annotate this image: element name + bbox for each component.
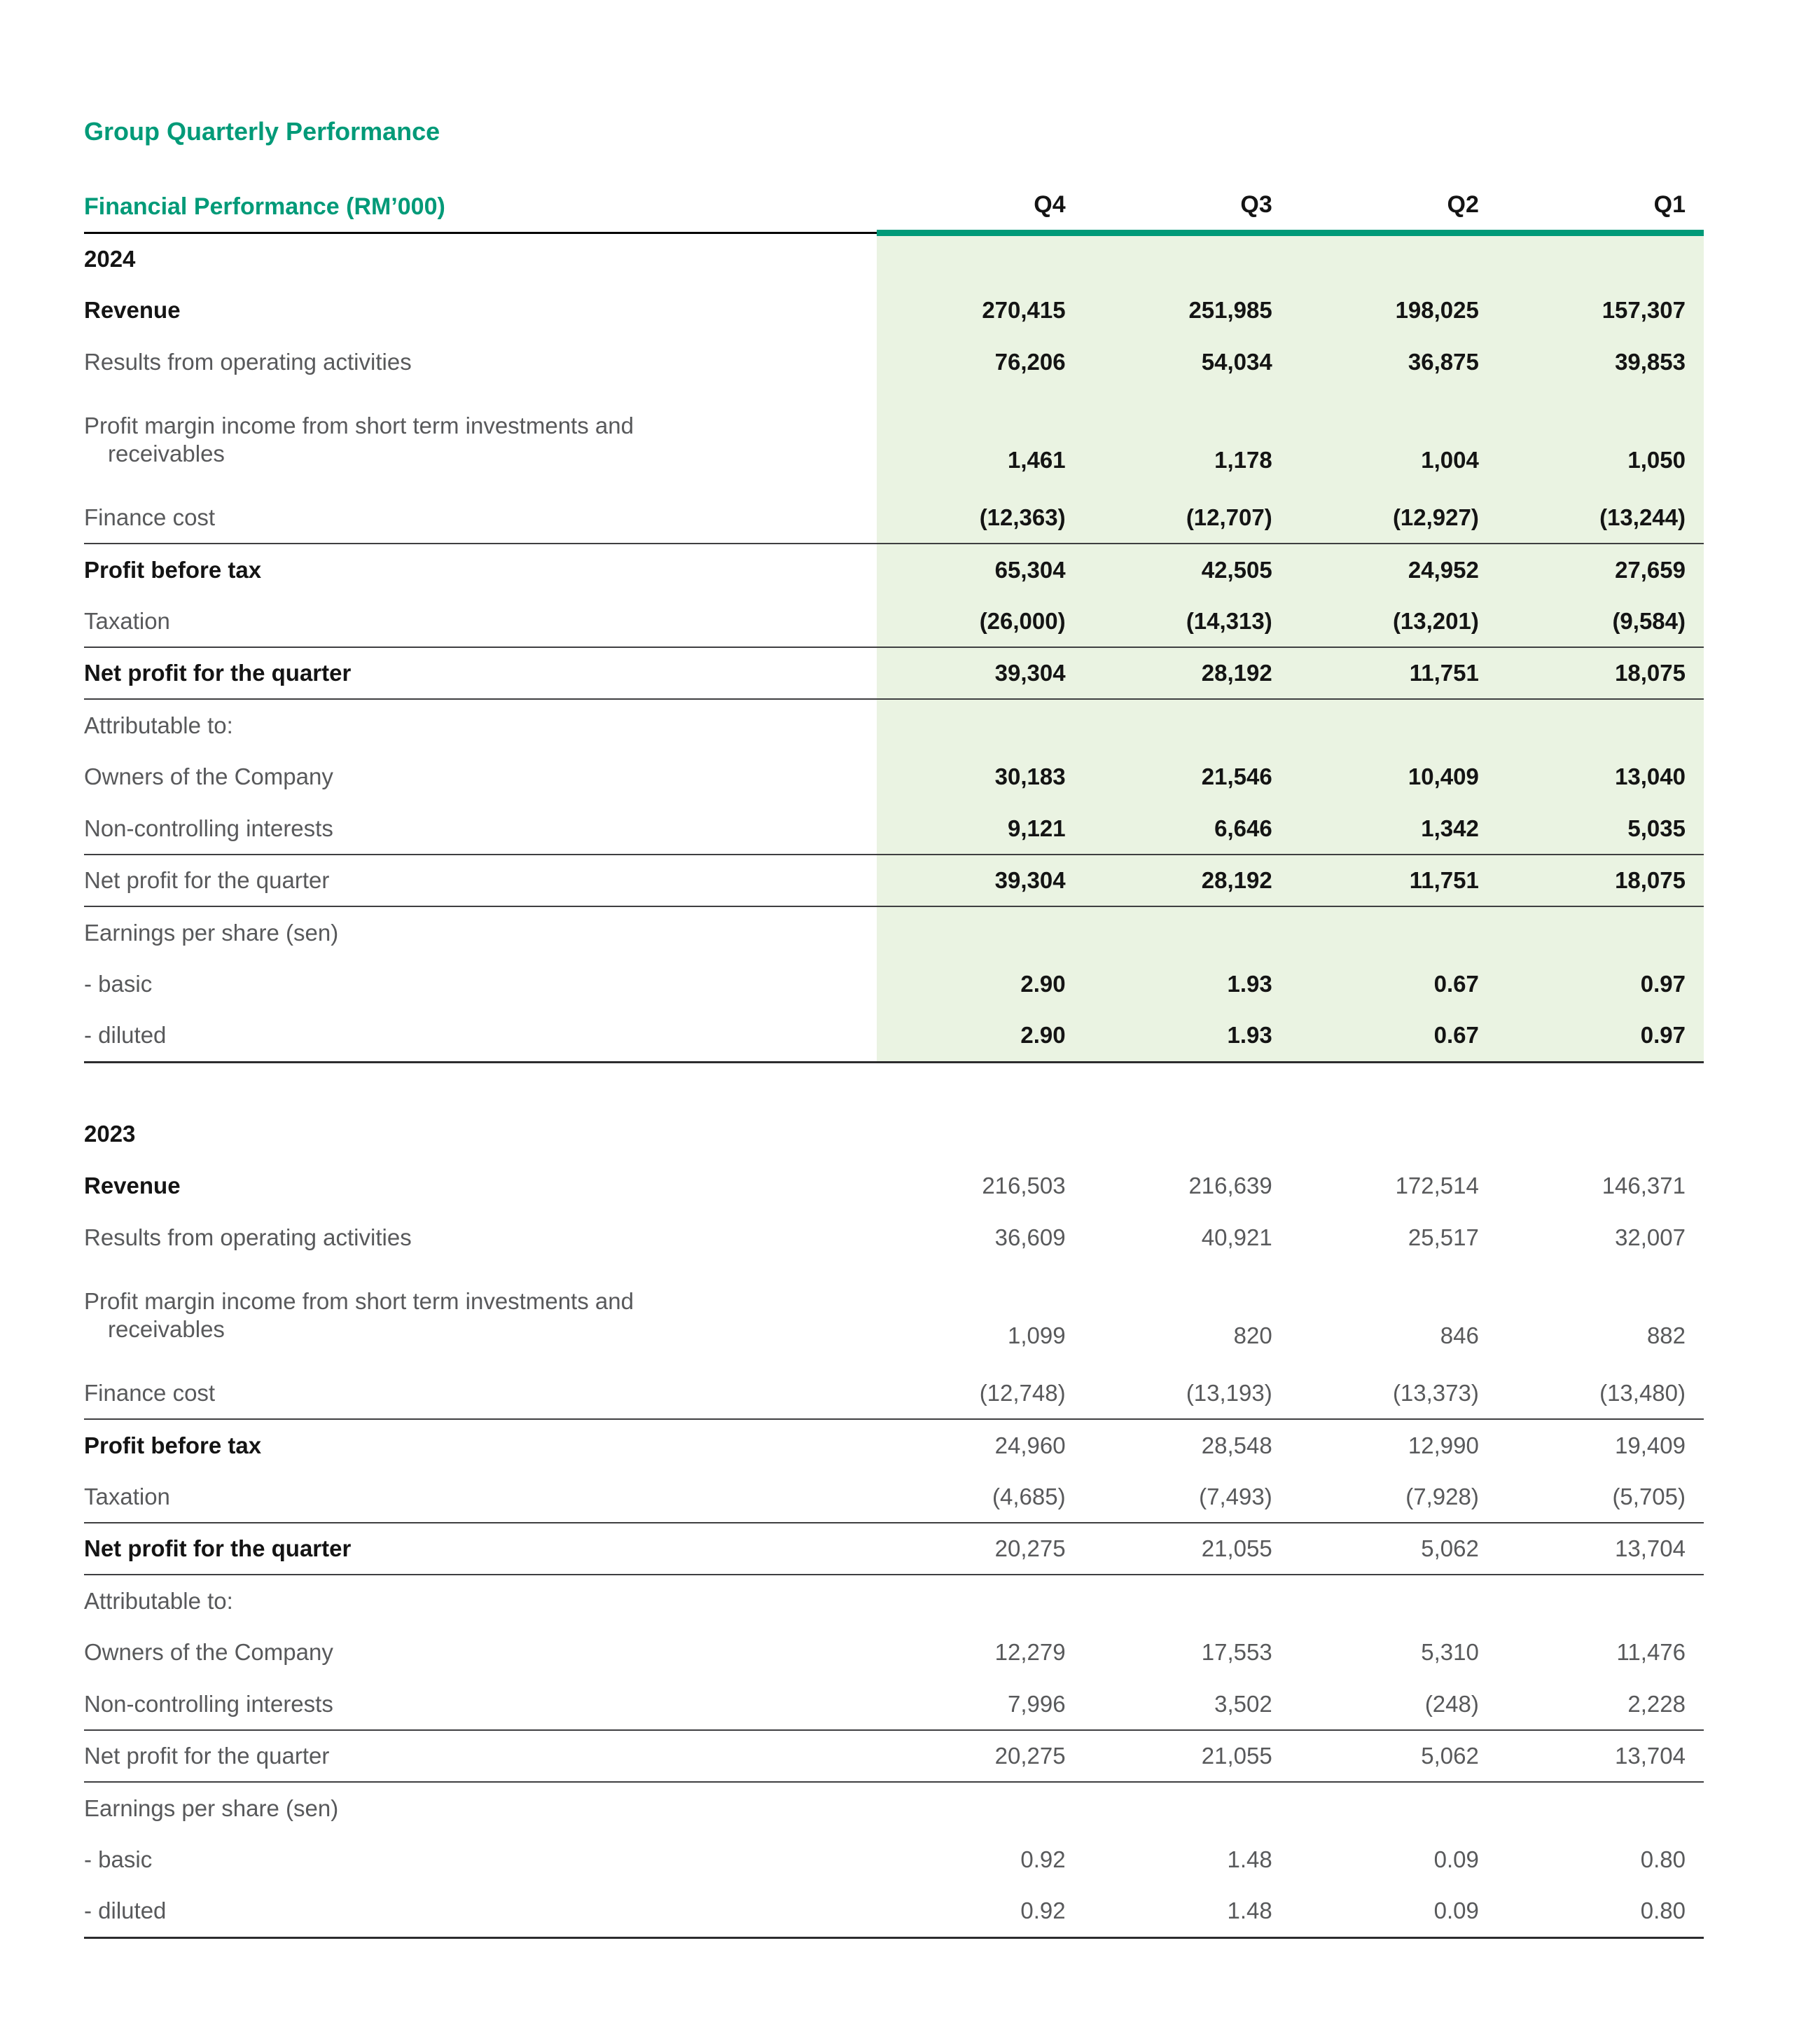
- value-q4: 270,415: [877, 284, 1083, 336]
- value-q2: 172,514: [1395, 1173, 1479, 1198]
- value-q3: 216,639: [1188, 1173, 1272, 1198]
- value-q2: 0.09: [1433, 1846, 1479, 1872]
- table-row: [84, 1264, 1704, 1367]
- value-q4: (12,363): [877, 492, 1083, 544]
- value-q3: 1.48: [1084, 1886, 1291, 1937]
- value-q3: [1084, 233, 1291, 284]
- table-row: [84, 803, 1704, 855]
- table-row: [84, 1886, 1704, 1937]
- value-q3: 21,546: [1084, 751, 1291, 803]
- value-q1: 1,050: [1497, 388, 1704, 492]
- value-q4: 2.90: [877, 1010, 1083, 1062]
- row-label: - diluted: [84, 1010, 877, 1062]
- row-label: Revenue: [84, 297, 181, 323]
- value-q2: (248): [1291, 1678, 1497, 1730]
- row-label-line2: receivables: [108, 441, 225, 466]
- value-q2: 0.67: [1291, 958, 1497, 1010]
- value-q3: 21,055: [1084, 1730, 1291, 1782]
- value-q4: [877, 1575, 1083, 1626]
- row-label-line1: Profit margin income from short term investments and: [84, 413, 634, 438]
- value-q1: 13,704: [1497, 1730, 1704, 1782]
- table-row: [84, 595, 1704, 647]
- table-row: [84, 1626, 1704, 1678]
- value-q4: (26,000): [877, 595, 1083, 647]
- value-q1: (5,705): [1497, 1471, 1704, 1523]
- value-q1: 0.97: [1497, 1010, 1704, 1062]
- table-row: [84, 544, 1704, 595]
- value-q3: [1084, 1575, 1291, 1626]
- row-label: Finance cost: [84, 1367, 877, 1419]
- value-q3: (12,707): [1084, 492, 1291, 544]
- value-q1: 11,476: [1616, 1639, 1686, 1665]
- value-q1: [1497, 906, 1704, 958]
- value-q4: 20,275: [877, 1523, 1083, 1575]
- value-q3: (14,313): [1084, 595, 1291, 647]
- row-label: Results from operating activities: [84, 1224, 412, 1250]
- table-row: [84, 1212, 1704, 1264]
- row-label: Revenue: [84, 1173, 181, 1198]
- value-q2: (13,201): [1291, 595, 1497, 647]
- value-q2: 12,990: [1408, 1432, 1479, 1458]
- value-q2: 5,062: [1291, 1730, 1497, 1782]
- value-q3: 1.93: [1084, 958, 1291, 1010]
- year-row: [84, 233, 1704, 284]
- row-label: Net profit for the quarter: [84, 855, 877, 906]
- row-label: Net profit for the quarter: [84, 647, 877, 699]
- row-label: Non-controlling interests: [84, 803, 877, 855]
- value-q3: 42,505: [1084, 544, 1291, 595]
- value-q3: 28,548: [1201, 1432, 1272, 1458]
- table-row: [84, 1782, 1704, 1834]
- row-label: Finance cost: [84, 492, 877, 544]
- value-q3: 1.48: [1227, 1846, 1272, 1872]
- table-row: [84, 1419, 1704, 1471]
- value-q1: (13,244): [1497, 492, 1704, 544]
- value-q4: 9,121: [877, 803, 1083, 855]
- value-q1: 5,035: [1497, 803, 1704, 855]
- year-label: 2024: [84, 245, 136, 272]
- page-title: Group Quarterly Performance: [84, 117, 440, 146]
- value-q2: [1291, 699, 1497, 751]
- value-q1: 13,040: [1497, 751, 1704, 803]
- row-label: Profit before tax: [84, 556, 262, 583]
- value-q2: 846: [1440, 1322, 1479, 1348]
- row-label: Non-controlling interests: [84, 1678, 877, 1730]
- value-q2: (12,927): [1291, 492, 1497, 544]
- value-q3: 40,921: [1201, 1224, 1272, 1250]
- value-q4: 0.92: [1020, 1846, 1066, 1872]
- table-row: [84, 751, 1704, 803]
- value-q4: 39,304: [877, 647, 1083, 699]
- table-row: [84, 1010, 1704, 1062]
- value-q3: 6,646: [1084, 803, 1291, 855]
- value-q1: 18,075: [1497, 647, 1704, 699]
- value-q2: [1291, 906, 1497, 958]
- table-row: [84, 284, 1704, 336]
- value-q1: (13,480): [1497, 1367, 1704, 1419]
- value-q2: [1291, 1782, 1497, 1834]
- value-q2: 0.09: [1291, 1886, 1497, 1937]
- value-q2: 24,952: [1291, 544, 1497, 595]
- value-q4: [877, 699, 1083, 751]
- value-q2: 1,004: [1291, 388, 1497, 492]
- value-q1: 39,853: [1497, 336, 1704, 388]
- year-label: 2023: [84, 1121, 136, 1147]
- table-row: [84, 906, 1704, 958]
- value-q4: 1,099: [1008, 1322, 1066, 1348]
- row-label: Attributable to:: [84, 712, 233, 738]
- value-q4: 36,609: [994, 1224, 1066, 1250]
- value-q4: 12,279: [994, 1639, 1066, 1665]
- value-q3: [1084, 906, 1291, 958]
- value-q1: 0.80: [1497, 1886, 1704, 1937]
- table-row: [84, 1367, 1704, 1419]
- value-q2: 5,062: [1291, 1523, 1497, 1575]
- value-q1: [1497, 1108, 1704, 1160]
- value-q3: 251,985: [1084, 284, 1291, 336]
- row-label: Earnings per share (sen): [84, 1795, 339, 1821]
- value-q4: 0.92: [877, 1886, 1083, 1937]
- value-q2: 11,751: [1291, 855, 1497, 906]
- value-q4: 7,996: [877, 1678, 1083, 1730]
- value-q4: [877, 1782, 1083, 1834]
- row-label: - basic: [84, 1846, 153, 1872]
- value-q4: [877, 233, 1083, 284]
- row-label: - diluted: [84, 1886, 877, 1937]
- table-row: [84, 1730, 1704, 1782]
- value-q1: [1497, 1575, 1704, 1626]
- table-row: [84, 1678, 1704, 1730]
- value-q3: 17,553: [1201, 1639, 1272, 1665]
- value-q3: 1.93: [1084, 1010, 1291, 1062]
- row-label: Results from operating activities: [84, 349, 412, 375]
- row-label: [84, 388, 877, 492]
- value-q3: [1084, 1108, 1291, 1160]
- row-label-line1: Profit margin income from short term investments and: [84, 1288, 634, 1314]
- value-q3: [1084, 1782, 1291, 1834]
- value-q4: 2.90: [877, 958, 1083, 1010]
- value-q4: (4,685): [877, 1471, 1083, 1523]
- value-q3: 28,192: [1084, 855, 1291, 906]
- column-header-q1: Q1: [1497, 177, 1704, 233]
- column-header-q4: Q4: [877, 177, 1083, 233]
- spacer-cell: [84, 1062, 1704, 1108]
- row-label: Taxation: [84, 595, 877, 647]
- value-q3: 28,192: [1084, 647, 1291, 699]
- section-spacer: [84, 1062, 1704, 1108]
- value-q2: 11,751: [1291, 647, 1497, 699]
- table-row: [84, 958, 1704, 1010]
- value-q2: 198,025: [1291, 284, 1497, 336]
- value-q1: [1497, 1782, 1704, 1834]
- value-q3: 3,502: [1084, 1678, 1291, 1730]
- value-q2: 10,409: [1291, 751, 1497, 803]
- value-q4: (12,748): [877, 1367, 1083, 1419]
- value-q2: [1291, 233, 1497, 284]
- value-q4: 1,461: [877, 388, 1083, 492]
- table-row: [84, 388, 1704, 492]
- row-label: Owners of the Company: [84, 763, 333, 789]
- table-row: [84, 1523, 1704, 1575]
- value-q1: 157,307: [1497, 284, 1704, 336]
- table-row: [84, 1471, 1704, 1523]
- value-q1: 2,228: [1497, 1678, 1704, 1730]
- column-header-q3: Q3: [1084, 177, 1291, 233]
- table-row: [84, 647, 1704, 699]
- value-q1: 0.97: [1497, 958, 1704, 1010]
- value-q4: 76,206: [877, 336, 1083, 388]
- row-label: Attributable to:: [84, 1587, 233, 1614]
- row-label: Net profit for the quarter: [84, 1523, 877, 1575]
- row-label: Net profit for the quarter: [84, 1730, 877, 1782]
- value-q3: (13,193): [1084, 1367, 1291, 1419]
- value-q1: 13,704: [1497, 1523, 1704, 1575]
- value-q4: 65,304: [877, 544, 1083, 595]
- value-q4: 39,304: [877, 855, 1083, 906]
- value-q1: 882: [1646, 1322, 1686, 1348]
- value-q1: 0.80: [1640, 1846, 1686, 1872]
- value-q4: 24,960: [994, 1432, 1066, 1458]
- value-q3: [1084, 699, 1291, 751]
- row-label: Taxation: [84, 1471, 877, 1523]
- value-q2: (13,373): [1291, 1367, 1497, 1419]
- column-header-q2: Q2: [1291, 177, 1497, 233]
- value-q1: [1497, 233, 1704, 284]
- value-q1: 32,007: [1615, 1224, 1686, 1250]
- row-label-line2: receivables: [108, 1316, 225, 1342]
- value-q3: 820: [1233, 1322, 1272, 1348]
- table-row: [84, 492, 1704, 544]
- value-q2: 1,342: [1291, 803, 1497, 855]
- value-q1: [1497, 699, 1704, 751]
- row-label: [84, 1264, 877, 1367]
- value-q4: [877, 906, 1083, 958]
- value-q4: 30,183: [877, 751, 1083, 803]
- value-q1: 18,075: [1497, 855, 1704, 906]
- value-q2: [1291, 1108, 1497, 1160]
- value-q2: 5,310: [1421, 1639, 1479, 1665]
- value-q1: 19,409: [1615, 1432, 1686, 1458]
- table-row: [84, 699, 1704, 751]
- value-q3: 21,055: [1084, 1523, 1291, 1575]
- value-q4: [877, 1108, 1083, 1160]
- value-q1: 146,371: [1602, 1173, 1686, 1198]
- row-label: Profit before tax: [84, 1432, 262, 1458]
- value-q2: [1291, 1575, 1497, 1626]
- quarterly-performance-table: [84, 177, 1704, 1939]
- value-q3: 1,178: [1084, 388, 1291, 492]
- value-q1: (9,584): [1497, 595, 1704, 647]
- table-header-row: [84, 177, 1704, 233]
- value-q4: 20,275: [877, 1730, 1083, 1782]
- value-q1: 27,659: [1497, 544, 1704, 595]
- row-label: - basic: [84, 971, 153, 997]
- value-q2: 25,517: [1408, 1224, 1479, 1250]
- table-row: [84, 1575, 1704, 1626]
- table-row: [84, 855, 1704, 906]
- row-label: Owners of the Company: [84, 1639, 333, 1665]
- table-row: [84, 336, 1704, 388]
- table-body: [84, 233, 1704, 1937]
- value-q2: 0.67: [1291, 1010, 1497, 1062]
- value-q4: 216,503: [982, 1173, 1066, 1198]
- year-row: [84, 1108, 1704, 1160]
- value-q2: (7,928): [1291, 1471, 1497, 1523]
- value-q2: 36,875: [1291, 336, 1497, 388]
- row-label: Earnings per share (sen): [84, 919, 339, 946]
- value-q3: (7,493): [1084, 1471, 1291, 1523]
- table-header-label: Financial Performance (RM’000): [84, 177, 877, 233]
- value-q3: 54,034: [1084, 336, 1291, 388]
- table-row: [84, 1834, 1704, 1886]
- table-row: [84, 1160, 1704, 1212]
